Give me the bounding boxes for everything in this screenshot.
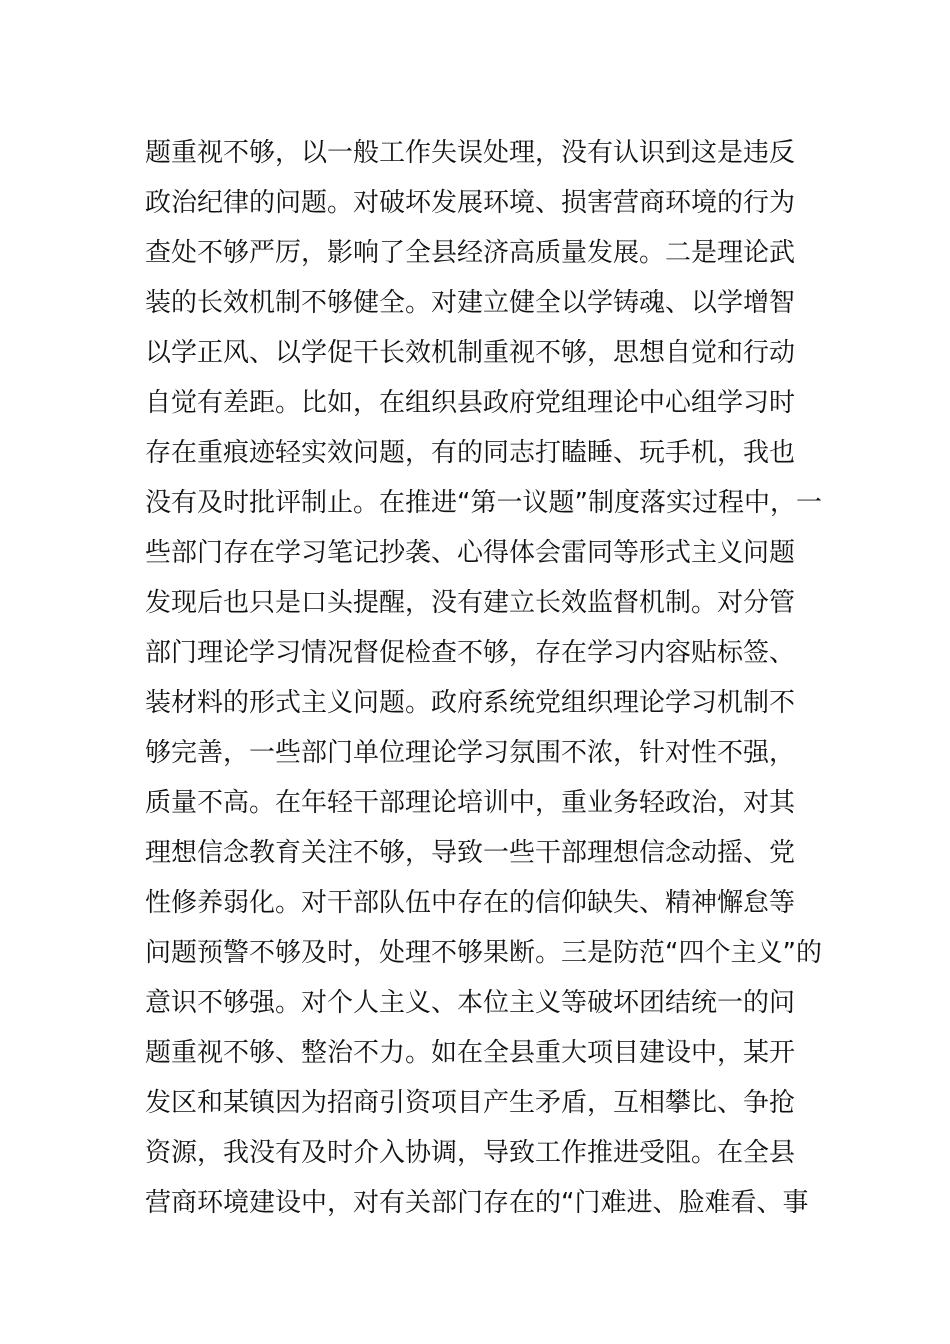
text-line: 部门理论学习情况督促检查不够，存在学习内容贴标签、 [145,638,796,668]
text-line: 自觉有差距。比如，在组织县政府党组理论中心组学习时 [145,388,796,418]
text-line: 装的长效机制不够健全。对建立健全以学铸魂、以学增智 [145,288,796,318]
text-line: 些部门存在学习笔记抄袭、心得体会雷同等形式主义问题 [145,538,796,568]
text-line: 性修养弱化。对干部队伍中存在的信仰缺失、精神懈怠等 [145,888,796,918]
text-line: 发现后也只是口头提醒，没有建立长效监督机制。对分管 [145,588,796,618]
text-line: 没有及时批评制止。在推进“第一议题”制度落实过程中，一 [145,488,822,518]
text-line: 存在重痕迹轻实效问题，有的同志打瞌睡、玩手机，我也 [145,438,796,468]
text-line: 题重视不够、整治不力。如在全县重大项目建设中，某开 [145,1038,796,1068]
text-line: 够完善，一些部门单位理论学习氛围不浓，针对性不强， [145,738,796,768]
text-line: 理想信念教育关注不够，导致一些干部理想信念动摇、党 [145,838,796,868]
text-line: 意识不够强。对个人主义、本位主义等破坏团结统一的问 [145,988,796,1018]
body-text [145,128,825,1228]
text-line: 营商环境建设中，对有关部门存在的“门难进、脸难看、事 [145,1188,809,1218]
text-line: 发区和某镇因为招商引资项目产生矛盾，互相攀比、争抢 [145,1088,796,1118]
text-line: 资源，我没有及时介入协调，导致工作推进受阻。在全县 [145,1138,796,1168]
text-line: 装材料的形式主义问题。政府系统党组织理论学习机制不 [145,688,796,718]
text-line: 问题预警不够及时，处理不够果断。三是防范“四个主义”的 [145,938,822,968]
text-line: 以学正风、以学促干长效机制重视不够，思想自觉和行动 [145,338,796,368]
text-line: 政治纪律的问题。对破坏发展环境、损害营商环境的行为 [145,188,796,218]
text-line: 题重视不够，以一般工作失误处理，没有认识到这是违反 [145,138,796,168]
text-line: 查处不够严厉，影响了全县经济高质量发展。二是理论武 [145,238,796,268]
text-line: 质量不高。在年轻干部理论培训中，重业务轻政治，对其 [145,788,796,818]
